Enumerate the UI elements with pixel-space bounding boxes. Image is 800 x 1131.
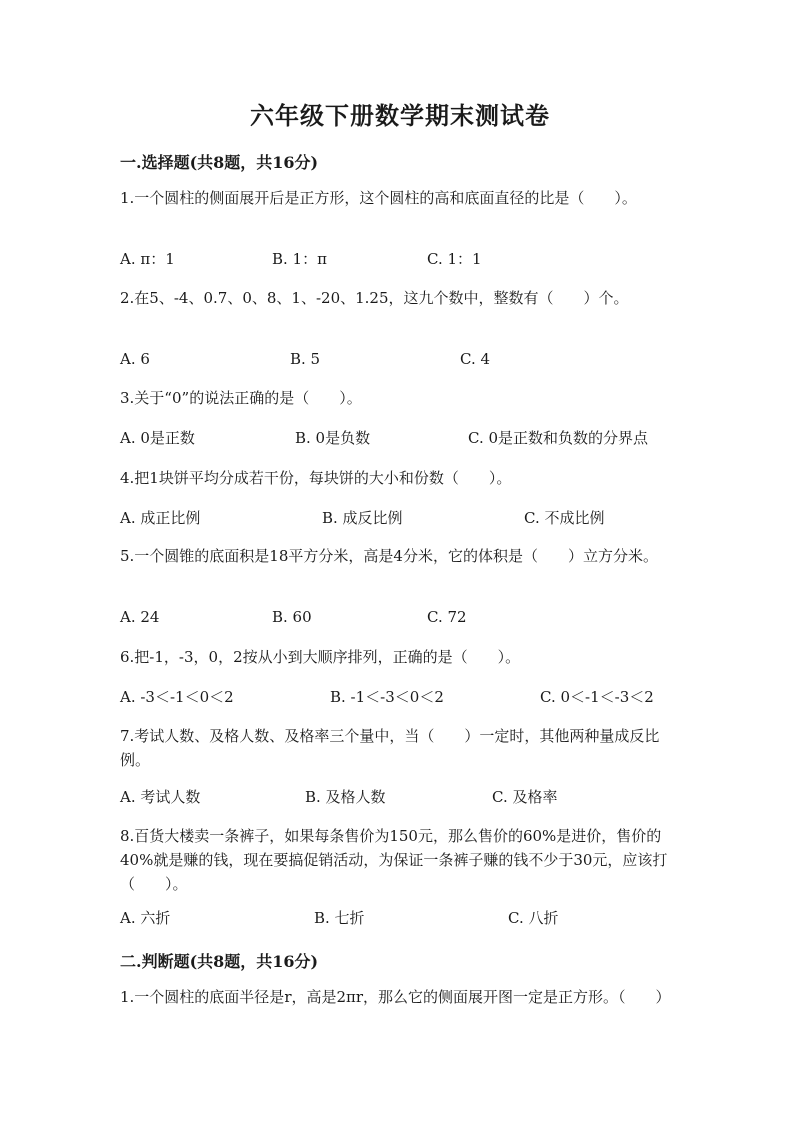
question-1: 1.一个圆柱的侧面展开后是正方形，这个圆柱的高和底面直径的比是（ ）。 <box>120 189 637 207</box>
question-2: 2.在5、-4、0.7、0、8、1、-20、1.25，这九个数中，整数有（ ）个。 <box>120 289 629 307</box>
q5-option-c: C. 72 <box>427 608 467 626</box>
q7-option-a: A. 考试人数 <box>120 788 201 806</box>
q6-option-b: B. -1＜-3＜0＜2 <box>330 688 444 706</box>
q2-option-b: B. 5 <box>290 350 321 368</box>
q5-option-b: B. 60 <box>272 608 312 626</box>
question-3: 3.关于“0”的说法正确的是（ ）。 <box>120 389 362 407</box>
question-7: 7.考试人数、及格人数、及格率三个量中，当（ ）一定时，其他两种量成反比例。 <box>120 727 660 769</box>
q2-option-c: C. 4 <box>460 350 491 368</box>
q2-option-a: A. 6 <box>120 350 150 368</box>
q6-option-c: C. 0＜-1＜-3＜2 <box>540 688 654 706</box>
q8-option-a: A. 六折 <box>120 909 171 927</box>
q7-option-c: C. 及格率 <box>492 788 558 806</box>
q7-option-b: B. 及格人数 <box>305 788 386 806</box>
question-8: 8.百货大楼卖一条裤子，如果每条售价为150元，那么售价的60%是进价，售价的40%就是赚的钱，现在要搞促销活动，为保证一条裤子赚的钱不少于30元，应该打（ ）。 <box>120 827 668 893</box>
q8-option-c: C. 八折 <box>508 909 559 927</box>
question-5: 5.一个圆锥的底面积是18平方分米，高是4分米，它的体积是（ ）立方分米。 <box>120 547 658 565</box>
q5-option-a: A. 24 <box>120 608 160 626</box>
section-judge-heading: 二.判断题(共8题，共16分) <box>120 952 319 971</box>
q1-option-c: C. 1：1 <box>427 250 482 268</box>
section-choice-heading: 一.选择题(共8题，共16分) <box>120 153 319 172</box>
q4-option-c: C. 不成比例 <box>524 509 605 527</box>
q3-option-a: A. 0是正数 <box>120 429 195 447</box>
q4-option-a: A. 成正比例 <box>120 509 201 527</box>
q3-option-c: C. 0是正数和负数的分界点 <box>468 429 649 447</box>
page-title: 六年级下册数学期末测试卷 <box>250 101 550 130</box>
question-6: 6.把-1，-3，0，2按从小到大顺序排列，正确的是（ ）。 <box>120 648 521 666</box>
q3-option-b: B. 0是负数 <box>295 429 371 447</box>
q4-option-b: B. 成反比例 <box>322 509 403 527</box>
question-4: 4.把1块饼平均分成若干份，每块饼的大小和份数（ ）。 <box>120 469 512 487</box>
judge-question-1: 1.一个圆柱的底面半径是r，高是2πr，那么它的侧面展开图一定是正方形。（ ） <box>120 988 671 1006</box>
q1-option-a: A. π：1 <box>120 250 175 268</box>
q8-option-b: B. 七折 <box>314 909 365 927</box>
q6-option-a: A. -3＜-1＜0＜2 <box>120 688 234 706</box>
q1-option-b: B. 1：π <box>272 250 327 268</box>
